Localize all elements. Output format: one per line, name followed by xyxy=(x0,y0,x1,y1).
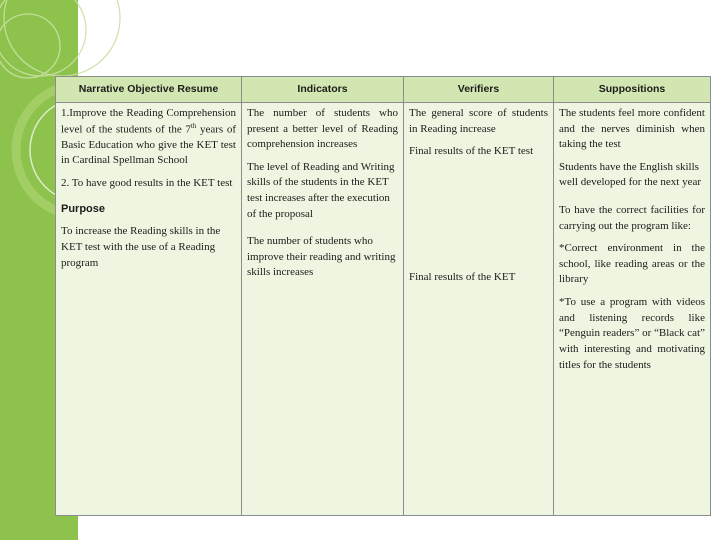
indicators-cell xyxy=(242,103,404,516)
verifier-2: Final results of the KET test xyxy=(409,145,534,158)
table-body-row xyxy=(56,103,711,516)
supposition-4: *Correct environment in the school, like reading areas or the library xyxy=(559,242,705,286)
header-narrative: Narrative Objective Resume xyxy=(56,77,242,103)
verifier-3: Final results of the KET xyxy=(409,270,516,283)
verifiers-cell xyxy=(404,103,554,516)
supposition-3: To have the correct facilities for carrying out the program like: xyxy=(559,204,705,232)
indicator-1: The number of students who present a better level of Reading comprehension increases xyxy=(247,107,398,151)
logical-framework-table xyxy=(55,76,711,516)
narrative-cell xyxy=(56,103,242,516)
header-suppositions: Suppositions xyxy=(554,77,711,103)
purpose-heading: Purpose xyxy=(61,202,106,215)
header-verifiers: Verifiers xyxy=(404,77,554,103)
header-indicators: Indicators xyxy=(242,77,404,103)
objective-1: 1.Improve the Reading Comprehension level of the students of the 7th years of Basic Education who give the KET test in Cardinal Spellman School xyxy=(61,107,237,167)
table-header-row xyxy=(56,77,711,103)
supposition-2: Students have the English skills well developed for the next year xyxy=(559,160,702,189)
purpose-text: To increase the Reading skills in the KET test with the use of a Reading program xyxy=(61,225,221,269)
suppositions-cell xyxy=(554,103,711,516)
objective-2: 2. To have good results in the KET test xyxy=(61,177,233,190)
indicator-2: The level of Reading and Writing skills of the students in the KET test increases after the execution of the proposal xyxy=(247,160,395,220)
verifier-1: The general score of students in Reading increase xyxy=(409,107,548,135)
indicator-3: The number of students who improve their reading and writing skills increases xyxy=(247,235,396,279)
supposition-1: The students feel more confident and the nerves diminish when taking the test xyxy=(559,107,705,151)
supposition-5: *To use a program with videos and listening records like “Penguin readers” or “Black cat” with interesting and motivating titles for the students xyxy=(559,296,705,371)
